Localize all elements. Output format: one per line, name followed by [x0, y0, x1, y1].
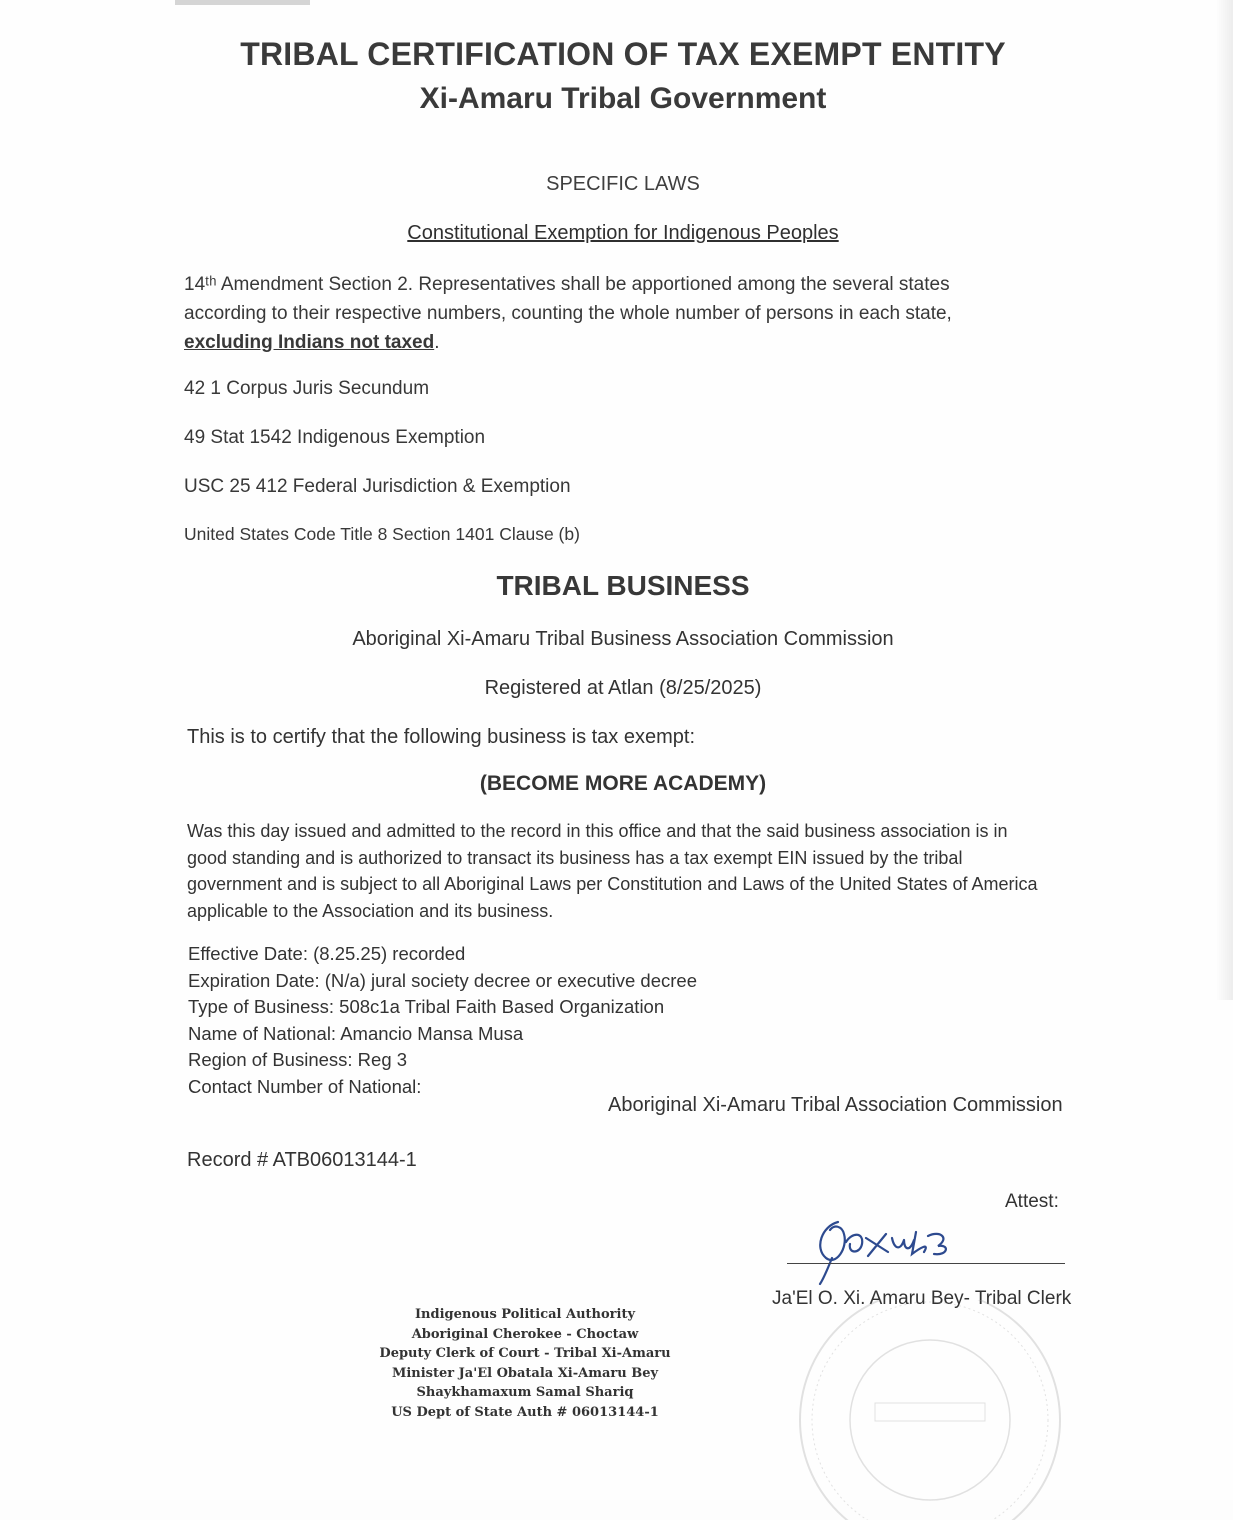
body-line: applicable to the Association and its business.	[187, 900, 554, 921]
law-item: USC 25 412 Federal Jurisdiction & Exemption	[184, 476, 571, 497]
tribal-business-heading: TRIBAL BUSINESS	[496, 570, 750, 601]
document-title: TRIBAL CERTIFICATION OF TAX EXEMPT ENTITY	[240, 36, 1006, 72]
business-details	[188, 941, 697, 1100]
amendment-emphasis: excluding Indians not taxed	[184, 332, 435, 353]
amendment-period: .	[434, 332, 440, 353]
authority-line: Minister Ja'El Obatala Xi-Amaru Bey	[391, 1365, 659, 1381]
document-subtitle: Xi-Amaru Tribal Government	[419, 82, 827, 115]
certification-body	[187, 818, 1037, 924]
body-line: government and is subject to all Aboriginal Laws per Constitution and Laws of the United States of America	[187, 874, 1038, 894]
amendment-paragraph	[184, 270, 952, 357]
specific-laws-heading: SPECIFIC LAWS	[546, 173, 700, 195]
authority-line: US Dept of State Auth # 06013144-1	[391, 1404, 659, 1420]
record-number: Record # ATB06013144-1	[187, 1149, 417, 1171]
business-region: Region of Business: Reg 3	[188, 1049, 408, 1070]
authority-line: Indigenous Political Authority	[414, 1307, 636, 1322]
attest-label: Attest:	[1005, 1191, 1059, 1212]
authority-line: Shaykhamaxum Samal Shariq	[416, 1385, 634, 1400]
amendment-line-2: according to their respective numbers, counting the whole number of persons in each state,	[184, 303, 952, 324]
commission-name: Aboriginal Xi-Amaru Tribal Association Commission	[608, 1094, 1063, 1116]
national-contact: Contact Number of National:	[188, 1075, 422, 1097]
authority-line: Aboriginal Cherokee - Choctaw	[411, 1326, 639, 1342]
registration-line: Registered at Atlan (8/25/2025)	[484, 677, 762, 699]
signature-line	[787, 1263, 1065, 1264]
constitutional-exemption-heading	[0, 222, 1233, 245]
scan-artifact	[175, 0, 310, 5]
body-line: good standing and is authorized to transact its business has a tax exempt EIN issued by the tribal	[187, 847, 963, 868]
authority-line: Deputy Clerk of Court - Tribal Xi-Amaru	[379, 1346, 671, 1361]
amendment-line-3	[184, 328, 952, 357]
signature	[800, 1208, 990, 1288]
law-item: 49 Stat 1542 Indigenous Exemption	[184, 427, 486, 448]
clerk-name: Ja'El O. Xi. Amaru Bey- Tribal Clerk	[772, 1288, 1072, 1309]
amendment-line-1: 14ᵗʰ Amendment Section 2. Representatives shall be apportioned among the several states	[184, 274, 950, 295]
expiration-date: Expiration Date: (N/a) jural society decree or executive decree	[188, 969, 697, 991]
certify-statement: This is to certify that the following business is tax exempt:	[187, 726, 695, 748]
business-name: (BECOME MORE ACADEMY)	[479, 772, 767, 795]
national-name: Name of National: Amancio Mansa Musa	[188, 1022, 524, 1044]
body-line: Was this day issued and admitted to the record in this office and that the said business association is in	[187, 821, 1008, 841]
business-type: Type of Business: 508c1a Tribal Faith Based Organization	[188, 996, 665, 1017]
page-edge-shadow	[1215, 0, 1233, 1000]
law-item: 42 1 Corpus Juris Secundum	[184, 378, 430, 399]
law-item: United States Code Title 8 Section 1401 Clause (b)	[184, 524, 580, 544]
association-name: Aboriginal Xi-Amaru Tribal Business Association Commission	[352, 628, 894, 650]
embossed-seal	[780, 1300, 1080, 1520]
effective-date: Effective Date: (8.25.25) recorded	[188, 943, 466, 964]
constitutional-exemption-text: Constitutional Exemption for Indigenous Peoples	[407, 222, 839, 244]
authority-block	[350, 1305, 700, 1422]
